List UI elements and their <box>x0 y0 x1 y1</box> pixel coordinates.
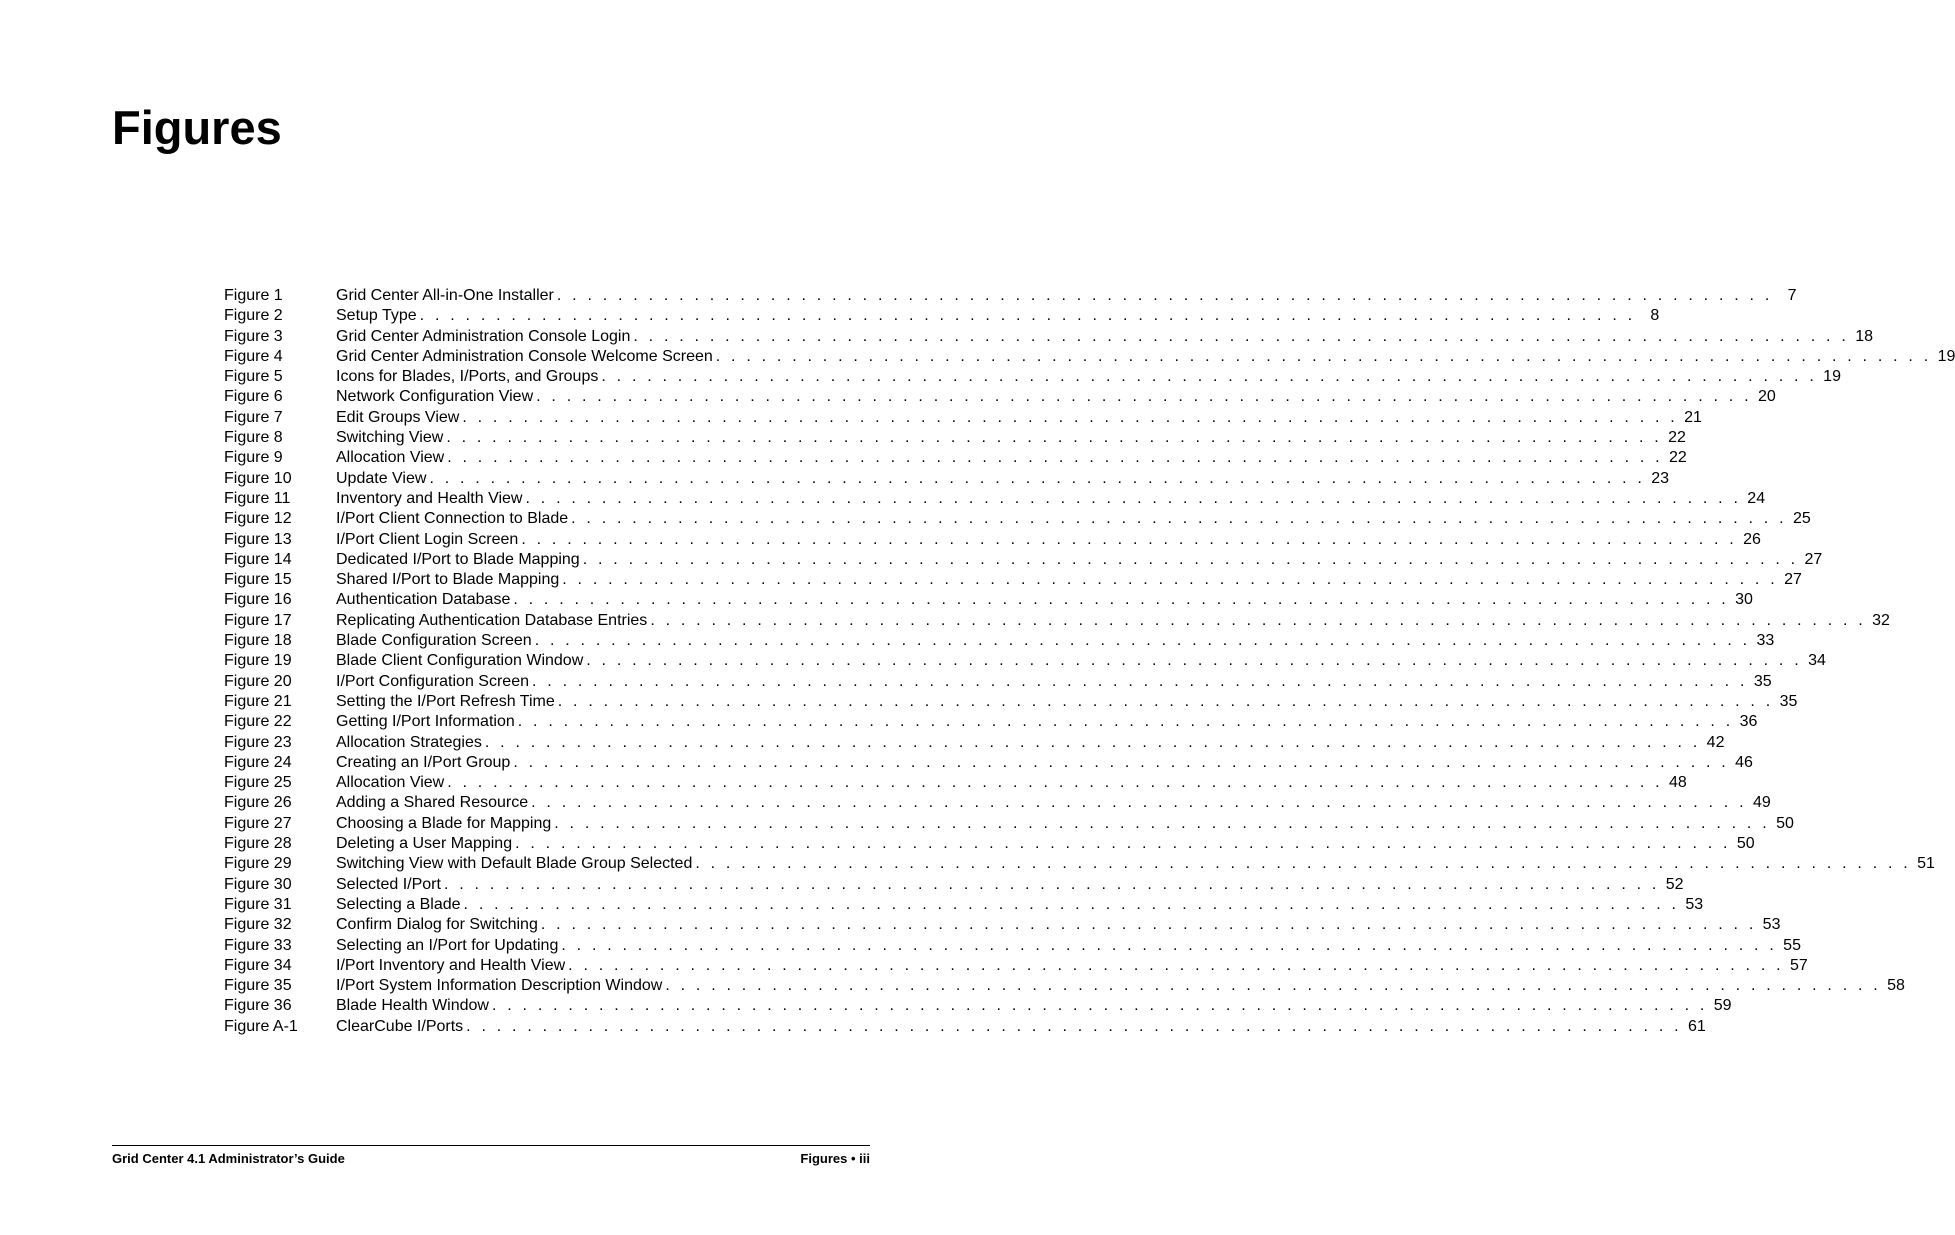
page-title: Figures <box>112 101 282 154</box>
dot-leader: . . . . . . . . . . . . . . . . . . . . . . . . . . . . . . . . . . . . . . . . . . . . . . . . . . . . . . . . . . . . . . . . . . . . . . . . . . . . . . . . <box>484 733 1701 751</box>
figure-page-number: 7 <box>1787 287 1797 304</box>
figure-title: Selected I/Port <box>336 875 441 893</box>
figure-page-number: 58 <box>1887 977 1905 995</box>
figure-number: Figure 23 <box>224 733 292 751</box>
figure-entry[interactable] <box>224 915 1781 935</box>
dot-leader: . . . . . . . . . . . . . . . . . . . . . . . . . . . . . . . . . . . . . . . . . . . . . . . . . . . . . . . . . . . . . . . . . . . . . . . . . . . . . . . . <box>463 895 1680 913</box>
figure-page-number: 20 <box>1757 388 1776 406</box>
figure-entry[interactable] <box>224 286 1797 306</box>
dot-leader: . . . . . . . . . . . . . . . . . . . . . . . . . . . . . . . . . . . . . . . . . . . . . . . . . . . . . . . . . . . . . . . . . . . . . . . . . . . . . . . . <box>532 672 1748 690</box>
figure-page-number: 32 <box>1872 611 1890 629</box>
figure-title: Switching View <box>336 429 444 447</box>
dot-leader: . . . . . . . . . . . . . . . . . . . . . . . . . . . . . . . . . . . . . . . . . . . . . . . . . . . . . . . . . . . . . . . . . . . . . . . . . . . . . . . . <box>582 550 1799 568</box>
figure-number: Figure 32 <box>224 916 292 934</box>
dot-leader: . . . . . . . . . . . . . . . . . . . . . . . . . . . . . . . . . . . . . . . . . . . . . . . . . . . . . . . . . . . . . . . . . . . . . . . . . . . . . . . . <box>521 530 1737 548</box>
dot-leader: . . . . . . . . . . . . . . . . . . . . . . . . . . . . . . . . . . . . . . . . . . . . . . . . . . . . . . . . . . . . . . . . . . . . . . . . . . . . . . . . <box>557 692 1774 710</box>
dot-leader: . . . . . . . . . . . . . . . . . . . . . . . . . . . . . . . . . . . . . . . . . . . . . . . . . . . . . . . . . . . . . . . . . . . . . . . . . . . . . . . . <box>568 956 1784 974</box>
figure-entry[interactable] <box>224 347 1955 367</box>
figure-entry[interactable] <box>224 875 1684 895</box>
figure-number: Figure 33 <box>224 936 292 954</box>
figure-entry[interactable] <box>224 590 1753 610</box>
figure-title: Shared I/Port to Blade Mapping <box>336 571 560 589</box>
figure-title: Allocation Strategies <box>336 733 482 751</box>
figure-page-number: 42 <box>1706 733 1725 751</box>
footer-divider <box>112 1145 870 1146</box>
dot-leader: . . . . . . . . . . . . . . . . . . . . . . . . . . . . . . . . . . . . . . . . . . . . . . . . . . . . . . . . . . . . . . . . . . . . . . . . . . . . . . . . <box>561 936 1777 954</box>
dot-leader: . . . . . . . . . . . . . . . . . . . . . . . . . . . . . . . . . . . . . . . . . . . . . . . . . . . . . . . . . . . . . . . . . . . . . . . . . . . . . . . . <box>491 997 1708 1015</box>
dot-leader: . . . . . . . . . . . . . . . . . . . . . . . . . . . . . . . . . . . . . . . . . . . . . . . . . . . . . . . . . . . . . . . . . . . . . . . . . . . . . . . . <box>466 1017 1682 1035</box>
figure-title: Setup Type <box>336 307 417 325</box>
figure-title: I/Port Client Connection to Blade <box>336 510 569 528</box>
figure-number: Figure 13 <box>224 530 292 548</box>
figure-title: Blade Client Configuration Window <box>336 652 584 670</box>
dot-leader: . . . . . . . . . . . . . . . . . . . . . . . . . . . . . . . . . . . . . . . . . . . . . . . . . . . . . . . . . . . . . . . . . . . . . . . . . . . . . . . . <box>513 753 1729 771</box>
figure-number: Figure 27 <box>224 814 292 832</box>
dot-leader: . . . . . . . . . . . . . . . . . . . . . . . . . . . . . . . . . . . . . . . . . . . . . . . . . . . . . . . . . . . . . . . . . . . . . . . . . . . . . . . . <box>429 469 1646 487</box>
figure-entry[interactable] <box>224 550 1823 570</box>
figure-entry[interactable] <box>224 651 1826 671</box>
dot-leader: . . . . . . . . . . . . . . . . . . . . . . . . . . . . . . . . . . . . . . . . . . . . . . . . . . . . . . . . . . . . . . . . . . . . . . . . . . . . . . . . <box>540 916 1757 934</box>
dot-leader: . . . . . . . . . . . . . . . . . . . . . . . . . . . . . . . . . . . . . . . . . . . . . . . . . . . . . . . . . . . . . . . . . . . . . . . . . . . . . . . . <box>554 814 1770 832</box>
footer-book-title: Grid Center 4.1 Administrator’s Guide <box>112 1151 345 1166</box>
figure-entry[interactable] <box>224 570 1802 590</box>
figure-entry[interactable] <box>224 834 1755 854</box>
figure-entry[interactable] <box>224 448 1687 468</box>
figure-page-number: 27 <box>1784 571 1802 589</box>
figure-title: Inventory and Health View <box>336 489 523 507</box>
figure-entry[interactable] <box>224 530 1761 550</box>
figure-entry[interactable] <box>224 733 1725 753</box>
figure-title: Allocation View <box>336 774 445 792</box>
figure-title: Grid Center Administration Console Welcome Screen <box>336 347 713 365</box>
dot-leader: . . . . . . . . . . . . . . . . . . . . . . . . . . . . . . . . . . . . . . . . . . . . . . . . . . . . . . . . . . . . . . . . . . . . . . . . . . . . . . . . <box>715 347 1932 365</box>
figure-number: Figure 3 <box>224 327 283 345</box>
figure-page-number: 50 <box>1776 814 1794 832</box>
figure-title: I/Port Inventory and Health View <box>336 956 566 974</box>
figure-number: Figure 16 <box>224 591 292 609</box>
figure-title: Selecting a Blade <box>336 895 461 913</box>
dot-leader: . . . . . . . . . . . . . . . . . . . . . . . . . . . . . . . . . . . . . . . . . . . . . . . . . . . . . . . . . . . . . . . . . . . . . . . . . . . . . . . . <box>419 307 1636 325</box>
figure-page-number: 51 <box>1917 855 1935 873</box>
figure-number: Figure 26 <box>224 794 292 812</box>
figures-list <box>224 286 1955 1037</box>
figure-title: Replicating Authentication Database Entries <box>336 611 648 629</box>
figure-title: I/Port Client Login Screen <box>336 530 519 548</box>
figure-number: Figure 22 <box>224 713 292 731</box>
figure-entry[interactable] <box>224 367 1841 387</box>
figure-number: Figure 34 <box>224 956 292 974</box>
figure-entry[interactable] <box>224 895 1704 915</box>
figure-page-number: 33 <box>1756 632 1775 650</box>
figure-entry[interactable] <box>224 611 1890 631</box>
figure-page-number: 26 <box>1743 530 1761 548</box>
figure-entry[interactable] <box>224 327 1873 347</box>
figure-number: Figure 29 <box>224 855 292 873</box>
figure-title: Icons for Blades, I/Ports, and Groups <box>336 368 599 386</box>
figure-entry[interactable] <box>224 956 1808 976</box>
figure-page-number: 18 <box>1855 327 1873 345</box>
dot-leader: . . . . . . . . . . . . . . . . . . . . . . . . . . . . . . . . . . . . . . . . . . . . . . . . . . . . . . . . . . . . . . . . . . . . . . . . . . . . . . . . <box>446 429 1662 447</box>
figure-number: Figure 25 <box>224 774 292 792</box>
figure-page-number: 22 <box>1668 429 1686 447</box>
dot-leader: . . . . . . . . . . . . . . . . . . . . . . . . . . . . . . . . . . . . . . . . . . . . . . . . . . . . . . . . . . . . . . . . . . . . . . . . . . . . . . . . <box>447 449 1663 467</box>
figure-title: Getting I/Port Information <box>336 713 515 731</box>
figure-title: ClearCube I/Ports <box>336 1017 464 1035</box>
figure-title: Blade Configuration Screen <box>336 632 532 650</box>
figure-page-number: 22 <box>1669 449 1687 467</box>
figure-page-number: 46 <box>1735 753 1753 771</box>
figure-number: Figure 10 <box>224 469 292 487</box>
figure-entry[interactable] <box>224 408 1702 428</box>
figure-entry[interactable] <box>224 387 1776 407</box>
figure-title: Selecting an I/Port for Updating <box>336 936 559 954</box>
dot-leader: . . . . . . . . . . . . . . . . . . . . . . . . . . . . . . . . . . . . . . . . . . . . . . . . . . . . . . . . . . . . . . . . . . . . . . . . . . . . . . . . <box>462 408 1678 426</box>
figure-number: Figure 9 <box>224 449 283 467</box>
figure-title: Creating an I/Port Group <box>336 753 511 771</box>
dot-leader: . . . . . . . . . . . . . . . . . . . . . . . . . . . . . . . . . . . . . . . . . . . . . . . . . . . . . . . . . . . . . . . . . . . . . . . . . . . . . . . . <box>571 510 1787 528</box>
figure-page-number: 50 <box>1736 835 1755 853</box>
figure-number: Figure 35 <box>224 977 292 995</box>
figure-page-number: 49 <box>1752 794 1771 812</box>
figure-entry[interactable] <box>224 793 1771 813</box>
dot-leader: . . . . . . . . . . . . . . . . . . . . . . . . . . . . . . . . . . . . . . . . . . . . . . . . . . . . . . . . . . . . . . . . . . . . . . . . . . . . . . . . <box>633 327 1849 345</box>
figure-number: Figure 6 <box>224 388 283 406</box>
figure-number: Figure 30 <box>224 875 292 893</box>
figure-title: Update View <box>336 469 427 487</box>
figure-title: Choosing a Blade for Mapping <box>336 814 552 832</box>
figure-title: Edit Groups View <box>336 408 460 426</box>
figure-page-number: 19 <box>1937 347 1955 365</box>
figure-entry[interactable] <box>224 428 1686 448</box>
dot-leader: . . . . . . . . . . . . . . . . . . . . . . . . . . . . . . . . . . . . . . . . . . . . . . . . . . . . . . . . . . . . . . . . . . . . . . . . . . . . . . . . <box>517 713 1734 731</box>
figure-entry[interactable] <box>224 1017 1706 1037</box>
figure-number: Figure 7 <box>224 408 283 426</box>
dot-leader: . . . . . . . . . . . . . . . . . . . . . . . . . . . . . . . . . . . . . . . . . . . . . . . . . . . . . . . . . . . . . . . . . . . . . . . . . . . . . . . . <box>525 489 1742 507</box>
footer-page-label: Figures • iii <box>800 1151 870 1166</box>
figure-number: Figure 12 <box>224 510 292 528</box>
dot-leader: . . . . . . . . . . . . . . . . . . . . . . . . . . . . . . . . . . . . . . . . . . . . . . . . . . . . . . . . . . . . . . . . . . . . . . . . . . . . . . . . <box>586 652 1802 670</box>
figure-page-number: 30 <box>1735 591 1753 609</box>
figure-title: Network Configuration View <box>336 388 534 406</box>
figure-title: Blade Health Window <box>336 997 489 1015</box>
figure-entry[interactable] <box>224 469 1670 489</box>
figure-number: Figure 2 <box>224 307 283 325</box>
dot-leader: . . . . . . . . . . . . . . . . . . . . . . . . . . . . . . . . . . . . . . . . . . . . . . . . . . . . . . . . . . . . . . . . . . . . . . . . . . . . . . . . <box>515 835 1731 853</box>
figure-number: Figure 28 <box>224 835 292 853</box>
figure-page-number: 53 <box>1685 895 1704 913</box>
figure-title: Grid Center Administration Console Login <box>336 327 631 345</box>
figure-page-number: 48 <box>1669 774 1687 792</box>
figure-number: Figure 11 <box>224 489 291 507</box>
figure-entry[interactable] <box>224 976 1905 996</box>
figure-title: Allocation View <box>336 449 445 467</box>
figure-page-number: 27 <box>1804 550 1823 568</box>
figure-number: Figure 4 <box>224 347 283 365</box>
figure-page-number: 24 <box>1747 489 1766 507</box>
figure-page-number: 34 <box>1808 652 1826 670</box>
figure-page-number: 52 <box>1665 875 1684 893</box>
figure-number: Figure A-1 <box>224 1017 298 1035</box>
dot-leader: . . . . . . . . . . . . . . . . . . . . . . . . . . . . . . . . . . . . . . . . . . . . . . . . . . . . . . . . . . . . . . . . . . . . . . . . . . . . . . . . <box>531 794 1747 812</box>
dot-leader: . . . . . . . . . . . . . . . . . . . . . . . . . . . . . . . . . . . . . . . . . . . . . . . . . . . . . . . . . . . . . . . . . . . . . . . . . . . . . . . . <box>534 632 1751 650</box>
figure-number: Figure 17 <box>224 611 292 629</box>
figure-number: Figure 24 <box>224 753 292 771</box>
figure-number: Figure 18 <box>224 632 292 650</box>
dot-leader: . . . . . . . . . . . . . . . . . . . . . . . . . . . . . . . . . . . . . . . . . . . . . . . . . . . . . . . . . . . . . . . . . . . . . . . . . . . . . . . . <box>556 287 1773 304</box>
figure-title: Dedicated I/Port to Blade Mapping <box>336 550 580 568</box>
figure-title: Grid Center All-in-One Installer <box>336 287 554 304</box>
figure-title: Deleting a User Mapping <box>336 835 513 853</box>
figure-title: I/Port System Information Description Window <box>336 977 663 995</box>
figure-page-number: 25 <box>1792 510 1811 528</box>
figure-number: Figure 1 <box>224 287 283 304</box>
figure-title: Confirm Dialog for Switching <box>336 916 538 934</box>
figure-entry[interactable] <box>224 631 1775 651</box>
dot-leader: . . . . . . . . . . . . . . . . . . . . . . . . . . . . . . . . . . . . . . . . . . . . . . . . . . . . . . . . . . . . . . . . . . . . . . . . . . . . . . . . <box>601 368 1817 386</box>
figure-entry[interactable] <box>224 672 1772 692</box>
figure-page-number: 59 <box>1713 997 1732 1015</box>
figure-page-number: 35 <box>1779 692 1798 710</box>
figure-number: Figure 36 <box>224 997 292 1015</box>
dot-leader: . . . . . . . . . . . . . . . . . . . . . . . . . . . . . . . . . . . . . . . . . . . . . . . . . . . . . . . . . . . . . . . . . . . . . . . . . . . . . . . . <box>650 611 1866 629</box>
dot-leader: . . . . . . . . . . . . . . . . . . . . . . . . . . . . . . . . . . . . . . . . . . . . . . . . . . . . . . . . . . . . . . . . . . . . . . . . . . . . . . . . <box>536 388 1752 406</box>
figure-title: Setting the I/Port Refresh Time <box>336 692 555 710</box>
figure-page-number: 57 <box>1789 956 1808 974</box>
dot-leader: . . . . . . . . . . . . . . . . . . . . . . . . . . . . . . . . . . . . . . . . . . . . . . . . . . . . . . . . . . . . . . . . . . . . . . . . . . . . . . . . <box>447 774 1663 792</box>
dot-leader: . . . . . . . . . . . . . . . . . . . . . . . . . . . . . . . . . . . . . . . . . . . . . . . . . . . . . . . . . . . . . . . . . . . . . . . . . . . . . . . . <box>665 977 1881 995</box>
figure-entry[interactable] <box>224 489 1766 509</box>
figure-page-number: 35 <box>1753 672 1772 690</box>
figure-number: Figure 21 <box>224 692 292 710</box>
figure-entry[interactable] <box>224 936 1801 956</box>
figure-number: Figure 31 <box>224 895 292 913</box>
figure-page-number: 53 <box>1762 916 1781 934</box>
figure-entry[interactable] <box>224 773 1687 793</box>
figure-page-number: 21 <box>1684 408 1702 426</box>
dot-leader: . . . . . . . . . . . . . . . . . . . . . . . . . . . . . . . . . . . . . . . . . . . . . . . . . . . . . . . . . . . . . . . . . . . . . . . . . . . . . . . . <box>443 875 1660 893</box>
figure-page-number: 61 <box>1687 1017 1706 1035</box>
figure-number: Figure 19 <box>224 652 292 670</box>
dot-leader: . . . . . . . . . . . . . . . . . . . . . . . . . . . . . . . . . . . . . . . . . . . . . . . . . . . . . . . . . . . . . . . . . . . . . . . . . . . . . . . . <box>695 855 1911 873</box>
figure-entry[interactable] <box>224 509 1811 529</box>
figure-entry[interactable] <box>224 692 1798 712</box>
figure-number: Figure 8 <box>224 429 283 447</box>
dot-leader: . . . . . . . . . . . . . . . . . . . . . . . . . . . . . . . . . . . . . . . . . . . . . . . . . . . . . . . . . . . . . . . . . . . . . . . . . . . . . . . . <box>513 591 1729 609</box>
figure-number: Figure 5 <box>224 368 283 386</box>
figure-entry[interactable] <box>224 996 1732 1016</box>
figure-page-number: 23 <box>1651 469 1670 487</box>
figure-number: Figure 15 <box>224 571 292 589</box>
figure-page-number: 19 <box>1823 368 1841 386</box>
figure-entry[interactable] <box>224 854 1935 874</box>
figure-title: Adding a Shared Resource <box>336 794 529 812</box>
figure-number: Figure 14 <box>224 550 292 568</box>
figure-entry[interactable] <box>224 712 1758 732</box>
figure-page-number: 8 <box>1650 307 1660 325</box>
figure-entry[interactable] <box>224 814 1794 834</box>
figure-page-number: 55 <box>1783 936 1801 954</box>
figure-title: Authentication Database <box>336 591 511 609</box>
dot-leader: . . . . . . . . . . . . . . . . . . . . . . . . . . . . . . . . . . . . . . . . . . . . . . . . . . . . . . . . . . . . . . . . . . . . . . . . . . . . . . . . <box>562 571 1778 589</box>
figure-number: Figure 20 <box>224 672 292 690</box>
figure-entry[interactable] <box>224 753 1753 773</box>
figure-title: I/Port Configuration Screen <box>336 672 529 690</box>
figure-title: Switching View with Default Blade Group Selected <box>336 855 693 873</box>
figure-entry[interactable] <box>224 306 1660 326</box>
figure-page-number: 36 <box>1739 713 1758 731</box>
